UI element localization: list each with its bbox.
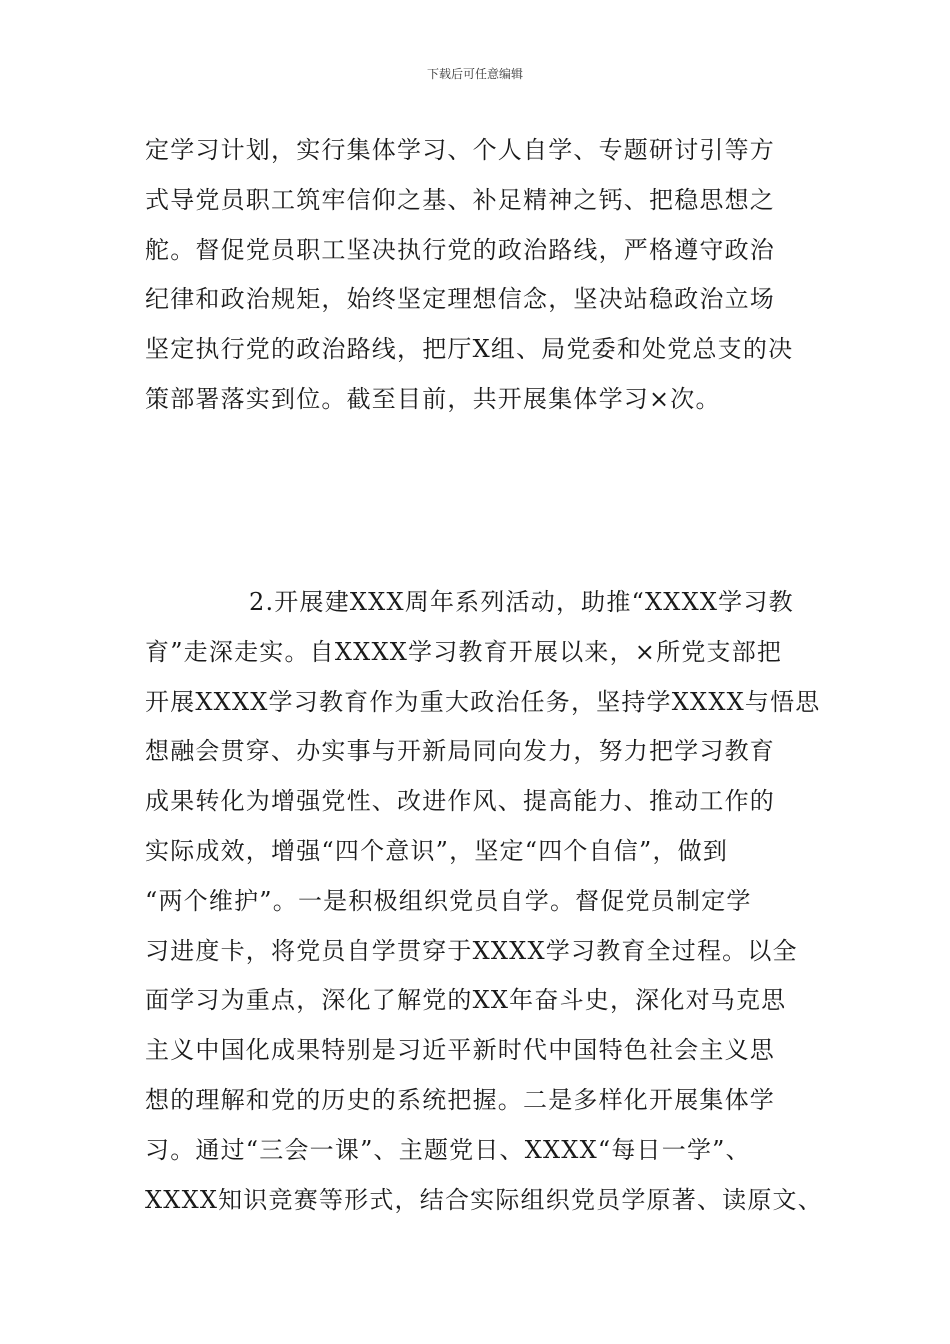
page-header-note: 下载后可任意编辑 (426, 67, 523, 81)
text-line: 习进度卡，将党员自学贯穿于XXXX学习教育全过程。以全 (145, 936, 798, 965)
text-line: 面学习为重点，深化了解党的XX年奋斗史，深化对马克思 (145, 986, 787, 1015)
paragraph-continuation (145, 126, 845, 425)
text-line: 开展XXXX学习教育作为重大政治任务，坚持学XXXX与悟思 (145, 687, 821, 716)
text-line: 想的理解和党的历史的系统把握。二是多样化开展集体学 (145, 1085, 775, 1114)
text-line: 实际成效，增强“四个意识”，坚定“四个自信”，做到 (145, 836, 729, 865)
text-line: 式导党员职工筑牢信仰之基、补足精神之钙、把稳思想之 (145, 185, 775, 214)
section-heading-line: 2.开展建XXX周年系列活动，助推“XXXX学习教 (249, 588, 794, 616)
text-line: 想融会贯穿、办实事与开新局同向发力，努力把学习教育 (145, 737, 775, 766)
text-line: 纪律和政治规矩，始终坚定理想信念，坚决站稳政治立场 (145, 285, 775, 314)
text-line: 成果转化为增强党性、改进作风、提高能力、推动工作的 (145, 787, 775, 816)
text-line: 策部署落实到位。截至目前，共开展集体学习×次。 (145, 384, 721, 413)
text-line: “两个维护”。一是积极组织党员自学。督促党员制定学 (145, 886, 752, 915)
text-line: 坚定执行党的政治路线，把厅X组、局党委和处党总支的决 (145, 335, 794, 364)
text-line: 定学习计划，实行集体学习、个人自学、专题研讨引等方 (145, 136, 775, 164)
text-line: 舵。督促党员职工坚决执行党的政治路线，严格遵守政治 (145, 235, 775, 264)
text-line: 主义中国化成果特别是习近平新时代中国特色社会主义思 (145, 1036, 775, 1065)
text-line: XXXX知识竞赛等形式，结合实际组织党员学原著、读原文、 (145, 1185, 823, 1214)
text-line: 育”走深走实。自XXXX学习教育开展以来，×所党支部把 (145, 637, 783, 666)
text-line: 习。通过“三会一课”、主题党日、XXXX“每日一学”、 (145, 1135, 751, 1164)
paragraph-section-2 (145, 578, 845, 1225)
